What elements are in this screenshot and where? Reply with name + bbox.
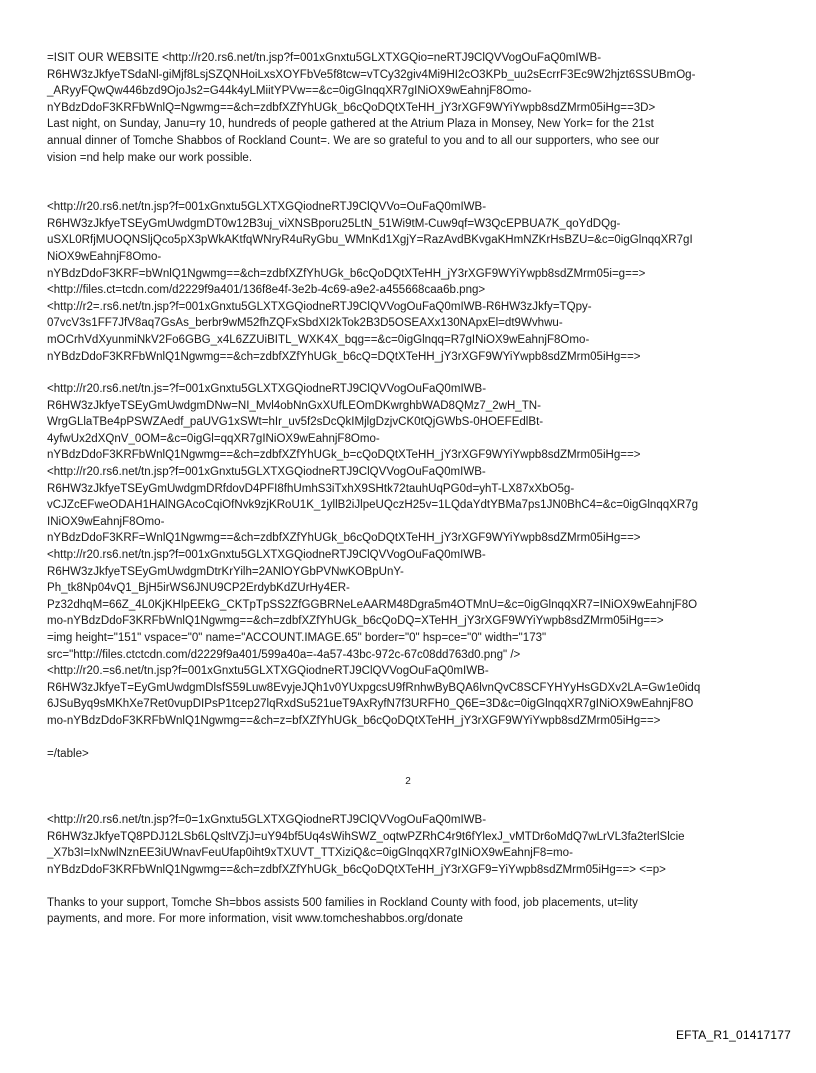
website-paragraph bbox=[47, 50, 775, 166]
text-line: nYBdzDdoF3KRFbWnlQ1Ngwmg==&ch=zdbfXZfYhUGk_b=cQoDQtXTeHH_jY3rXGF9WYiYwpb8sdZMrm05iHg==> bbox=[47, 449, 641, 462]
text-line: vision =nd help make our work possible. bbox=[47, 151, 253, 164]
text-line: R6HW3zJkfyeTSEyGmUwdgmDNw=NI_Mvl4obNnGxXUfLEOmDKwrghbWAD8QMz7_2wH_TN- bbox=[47, 399, 541, 412]
text-line: nYBdzDdoF3KRFbWnlQ1Ngwmg==&ch=zdbfXZfYhUGk_b6cQ=DQtXTeHH_jY3rXGF9WYiYwpb8sdZMrm05iHg==> bbox=[47, 350, 641, 363]
text-line: annual dinner of Tomche Shabbos of Rockland Count=. We are so grateful to you and to all our supporters, who see our bbox=[47, 134, 660, 147]
text-line: Thanks to your support, Tomche Sh=bbos assists 500 families in Rockland County with food, job placements, ut=lity bbox=[47, 896, 638, 909]
table-close-tag bbox=[47, 746, 775, 763]
text-line: <http://files.ct=tcdn.com/d2229f9a401/136f8e4f-3e2b-4c69-a9e2-a455668caa6b.png> bbox=[47, 284, 486, 297]
text-line: =ISIT OUR WEBSITE <http://r20.rs6.net/tn.jsp?f=001xGnxtu5GLXTXGQio=neRTJ9ClQVVogOuFaQ0mIWB- bbox=[47, 52, 602, 64]
text-line: uSXL0RfjMUOQNSljQco5pX3pWkAKtfqWNryR4uRyGbu_WMnKd1XgjY=RazAvdBKvgaKHmNZKrHsBZU=&c=0igGlnqqXR7gI bbox=[47, 234, 693, 247]
text-line: <http://r2=.rs6.net/tn.jsp?f=001xGnxtu5GLXTXGQiodneRTJ9ClQVVogOuFaQ0mIWB-R6HW3zJkfy=TQpy- bbox=[47, 300, 592, 313]
email-body bbox=[47, 50, 775, 928]
text-line: _ARyyFQwQw446bzd9OjoJs2=G44k4yLMiitYPVw==&c=0igGlnqqXR7gINiOX9wEahnjF8Omo- bbox=[47, 85, 532, 98]
text-line: nYBdzDdoF3KRFbWnlQ=Ngwmg==&ch=zdbfXZfYhUGk_b6cQoDQtXTeHH_jY3rXGF9WYiYwpb8sdZMrm05iHg==3D> bbox=[47, 101, 656, 114]
text-line: payments, and more. For more information, visit www.tomcheshabbos.org/donate bbox=[47, 913, 463, 926]
text-line: R6HW3zJkfyeTQ8PDJ12LSb6LQsltVZjJ=uY94bf5Uq4sWihSWZ_oqtwPZRhC4r9t6fYlexJ_vMTDr6oMdQ7wLrVL3fa2terlSlcie bbox=[47, 830, 685, 843]
text-line: nYBdzDdoF3KRF=bWnlQ1Ngwmg==&ch=zdbfXZfYhUGk_b6cQoDQtXTeHH_jY3rXGF9WYiYwpb8sdZMrm05i=g==> bbox=[47, 267, 646, 280]
text-line: src="http://files.ctctcdn.com/d2229f9a401/599a40a=-4a57-43bc-972c-67c08dd763d0.png" /> bbox=[47, 648, 521, 661]
text-line: nYBdzDdoF3KRFbWnlQ1Ngwmg==&ch=zdbfXZfYhUGk_b6cQoDQtXTeHH_jY3rXGF9=YiYwpb8sdZMrm05iHg==> <=p> bbox=[47, 863, 666, 876]
support-paragraph bbox=[47, 895, 775, 928]
text-line: INiOX9wEahnjF8Omo- bbox=[47, 515, 165, 528]
table-close-text: =/table> bbox=[47, 747, 89, 760]
page-number: 2 bbox=[405, 776, 411, 787]
text-line: Pz32dhqM=66Z_4L0KjKHlpEEkG_CKTpTpSS2ZfGGBRNeLeAARM48Dgra5m4OTMnU=&c=0igGlnqqXR7=INiOX9wEahnjF8O bbox=[47, 598, 698, 611]
text-line: nYBdzDdoF3KRF=WnlQ1Ngwmg==&ch=zdbfXZfYhUGk_b6cQoDQtXTeHH_jY3rXGF9WYiYwpb8sdZMrm05iHg==> bbox=[47, 532, 641, 545]
text-line: Last night, on Sunday, Janu=ry 10, hundreds of people gathered at the Atrium Plaza in Monsey, New York= for the 21st bbox=[47, 118, 654, 131]
text-line: 6JSuByq9sMKhXe7Ret0vupDIPsP1tcep27lqRxdSu521ueT9AxRyfN7f3URFH0_Q6E=3D&c=0igGlnqqXR7gINiOX9wEahnjF8O bbox=[47, 698, 694, 711]
text-line: R6HW3zJkfyeTSEyGmUwdgmDtrKrYilh=2ANlOYGbPVNwKOBpUnY- bbox=[47, 565, 404, 578]
text-line: R6HW3zJkfyeTSEyGmUwdgmDRfdovD4PFI8fhUmhS3iTxhX9SHtk72tauhUqPG0d=yhT-LX87xXbO5g- bbox=[47, 482, 575, 495]
document-id: EFTA_R1_01417177 bbox=[675, 1028, 791, 1042]
text-line: R6HW3zJkfyeTSdaNl-giMjf8LsjSZQNHoiLxsXOYFbVe5f8tcw=vTCy32giv4Mi9HI2cO3KPb_uu2sEcrrF3Ec9W2hjzt6SSUBmOg- bbox=[47, 68, 696, 81]
text-line: R6HW3zJkfyeT=EyGmUwdgmDlsfS59Luw8EvyjeJQh1v0YUxpgcsU9fRnhwByBQA6lvnQvC8SCFYHYyHsGDXv2LA=Gw1e0idq bbox=[47, 681, 701, 694]
text-line: <http://r20.rs6.net/tn.jsp?f=0=1xGnxtu5GLXTXGQiodneRTJ9ClQVVogOuFaQ0mIWB- bbox=[47, 814, 487, 827]
image-links-block-2 bbox=[47, 381, 775, 729]
text-line: vCJZcEFweODAH1HAlNGAcoCqiOfNvk9zjKRoU1K_1yllB2iJlpeUQczH25v=1LQdaYdtYBMa7ps1JN0BhC4=&c=0igGlnqqXR7g bbox=[47, 499, 699, 512]
text-line: <http://r20.=s6.net/tn.jsp?f=001xGnxtu5GLXTXGQiodneRTJ9ClQVVogOuFaQ0mIWB- bbox=[47, 665, 489, 678]
text-line: 4yfwUx2dXQnV_0OM=&c=0igGl=qqXR7gINiOX9wEahnjF8Omo- bbox=[47, 432, 380, 445]
text-line: mo-nYBdzDdoF3KRFbWnlQ1Ngwmg==&ch=zdbfXZfYhUGk_b6cQoDQ=XTeHH_jY3rXGF9WYiYwpb8sdZMrm05iHg==> bbox=[47, 615, 664, 628]
text-line: R6HW3zJkfyeTSEyGmUwdgmDT0w12B3uj_viXNSBporu25LtN_51Wi9tM-Cuw9qf=W3QcEPBUA7K_qoYdDQg- bbox=[47, 217, 621, 230]
text-line: <http://r20.rs6.net/tn.jsp?f=001xGnxtu5GLXTXGQiodneRTJ9ClQVVogOuFaQ0mIWB- bbox=[47, 466, 486, 479]
text-line: mOCrhVdXyunmiNkV2Fo6GBG_x4L6ZZUiBITL_WXK4X_bqg==&c=0igGlnqq=R7gINiOX9wEahnjF8Omo- bbox=[47, 333, 590, 346]
image-links-block-1 bbox=[47, 199, 775, 365]
text-line: 07vcV3s1FF7JfV8aq7GsAs_berbr9wM52fhZQFxSbdXI2kTok2B3D5OSEAXx130NApxEl=dt9Wvhwu- bbox=[47, 317, 563, 330]
text-line: _X7b3I=IxNwlNznEE3iUWnavFeuUfap0iht9xTXUVT_TTXiziQ&c=0igGlnqqXR7gINiOX9wEahnjF8=mo- bbox=[47, 847, 573, 860]
text-line: mo-nYBdzDdoF3KRFbWnlQ1Ngwmg==&ch=z=bfXZfYhUGk_b6cQoDQtXTeHH_jY3rXGF9WYiYwpb8sdZMrm05iHg==> bbox=[47, 714, 661, 727]
text-line: <http://r20.rs6.net/tn.jsp?f=001xGnxtu5GLXTXGQiodneRTJ9ClQVVogOuFaQ0mIWB- bbox=[47, 549, 486, 562]
text-line: =img height="151" vspace="0" name="ACCOUNT.IMAGE.65" border="0" hsp=ce="0" width="173" bbox=[47, 632, 547, 644]
image-links-block-3 bbox=[47, 812, 775, 878]
text-line: WrgGLlaTBe4pPSWZAedf_paUVG1xSWt=hIr_uv5f2sDcQkIMjlgDzjvCK0tQjGWbS-0HOEFEdlBt- bbox=[47, 416, 544, 429]
text-line: Ph_tk8Np04vQ1_BjH5irWS6JNU9CP2ErdybKdZUrHy4ER- bbox=[47, 582, 350, 595]
text-line: <http://r20.rs6.net/tn.js=?f=001xGnxtu5GLXTXGQiodneRTJ9ClQVVogOuFaQ0mIWB- bbox=[47, 383, 487, 396]
text-line: NiOX9wEahnjF8Omo- bbox=[47, 250, 162, 263]
text-line: <http://r20.rs6.net/tn.jsp?f=001xGnxtu5GLXTXGQiodneRTJ9ClQVVo=OuFaQ0mIWB- bbox=[47, 201, 487, 214]
